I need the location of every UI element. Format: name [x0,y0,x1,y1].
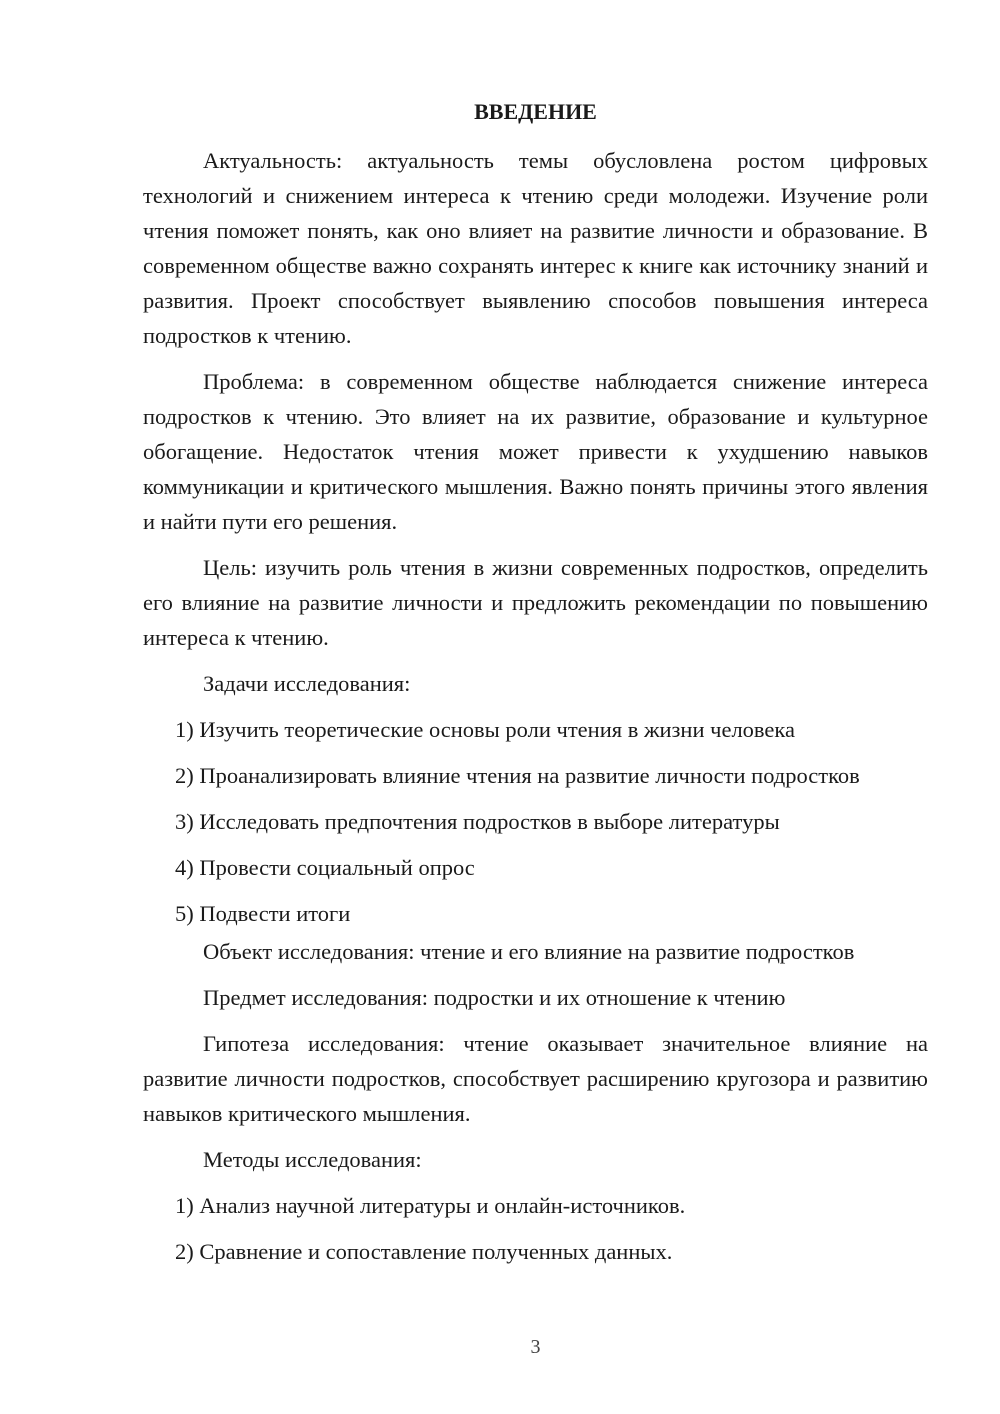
method-item-1: 1) Анализ научной литературы и онлайн-источников. [175,1193,686,1218]
methods-heading: Методы исследования: [203,1147,422,1172]
tasks-heading: Задачи исследования: [203,671,411,696]
paragraph-hypothesis: Гипотеза исследования: чтение оказывает значительное влияние на развитие личности подростков, способствует расширению кругозора и развитию навыков критического мышления. [143,1031,928,1126]
method-item-2: 2) Сравнение и сопоставление полученных данных. [175,1239,673,1264]
task-item-5: 5) Подвести итоги [175,901,351,926]
paragraph-problem: Проблема: в современном обществе наблюдается снижение интереса подростков к чтению. Это влияет на их развитие, образование и культурное обогащение. Недостаток чтения может привести к ухудшению навыков коммуникации и критического мышления. Важно понять причины этого явления и найти пути его решения. [143,369,928,534]
task-item-3: 3) Исследовать предпочтения подростков в выборе литературы [175,809,780,834]
paragraph-relevance: Актуальность: актуальность темы обусловлена ростом цифровых технологий и снижением интереса к чтению среди молодежи. Изучение роли чтения поможет понять, как оно влияет на развитие личности и образование. В современном обществе важно сохранять интерес к книге как источнику знаний и развития. Проект способствует выявлению способов повышения интереса подростков к чтению. [143,148,928,348]
paragraph-object: Объект исследования: чтение и его влияние на развитие подростков [203,939,855,964]
page-title: ВВЕДЕНИЕ [474,99,597,124]
page-number: 3 [530,1336,541,1358]
document-body [143,143,928,1280]
task-item-2: 2) Проанализировать влияние чтения на развитие личности подростков [175,763,860,788]
document-page [143,0,928,1414]
paragraph-subject: Предмет исследования: подростки и их отношение к чтению [203,985,786,1010]
task-item-4: 4) Провести социальный опрос [175,855,475,880]
paragraph-goal: Цель: изучить роль чтения в жизни современных подростков, определить его влияние на развитие личности и предложить рекомендации по повышению интереса к чтению. [143,555,928,650]
task-item-1: 1) Изучить теоретические основы роли чтения в жизни человека [175,717,795,742]
